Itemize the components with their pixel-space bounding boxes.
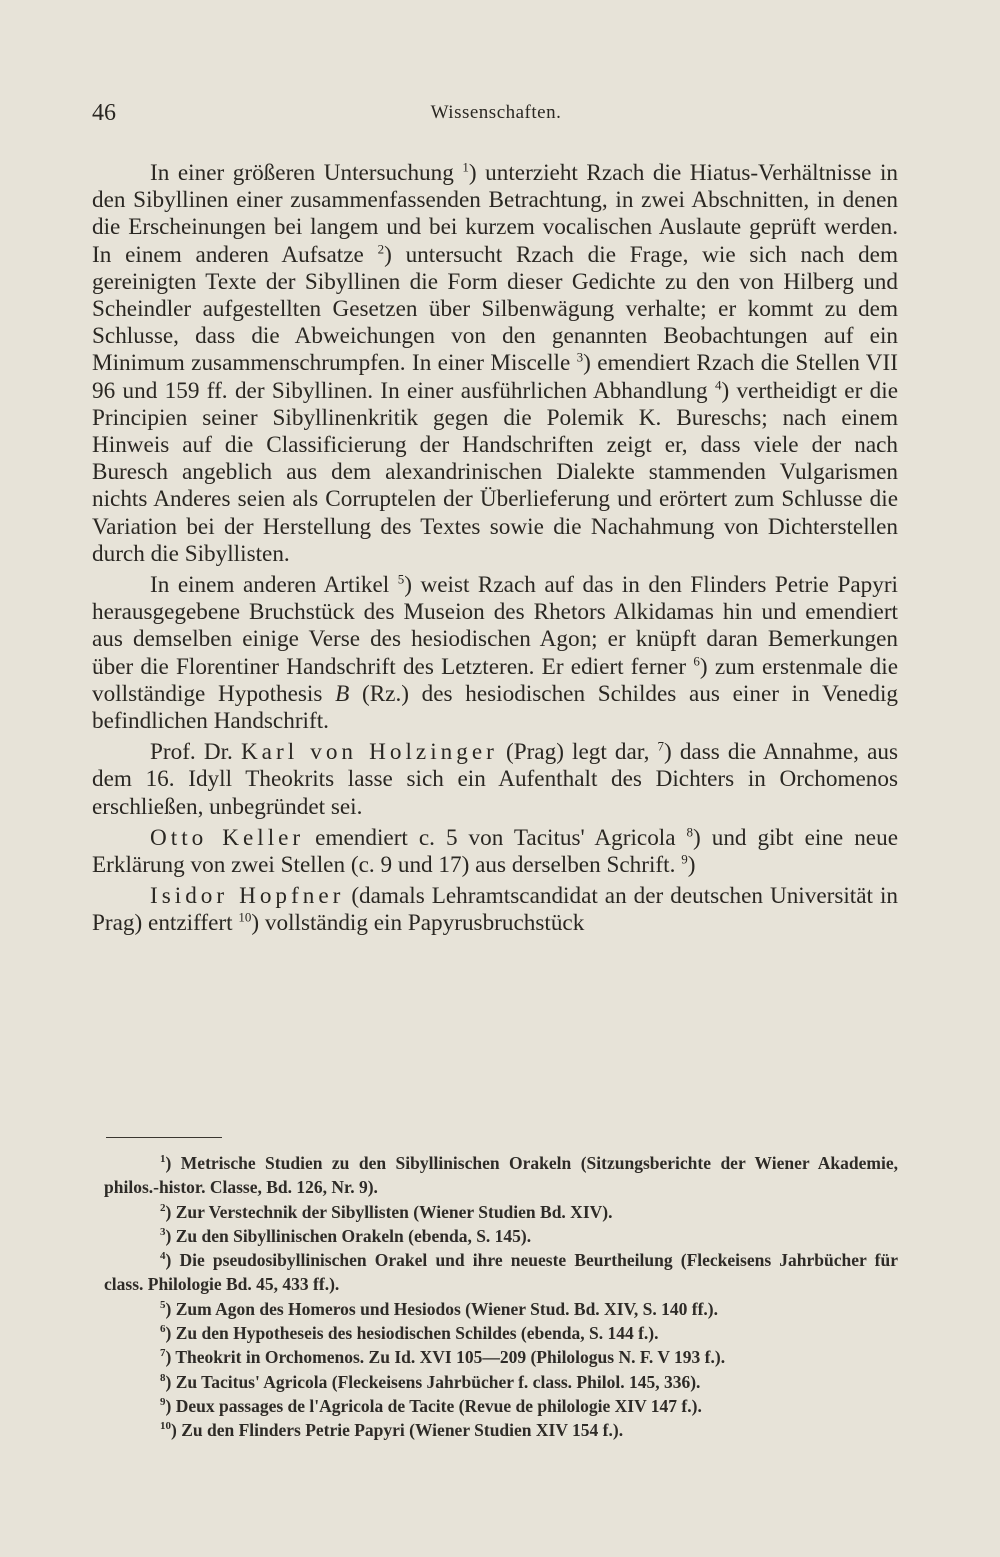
text-segment: ) weist Rzach auf das in den Flinders Petrie Papyri herausgegebene Bruchstück des Museion des Rhetors Alkidamas hin und emendiert aus demselben einige Verse des hesiodischen Agon; er knüpft daran Bemerkungen über die Florentiner Handschrift des Letzteren. Er ediert ferner (92, 572, 899, 680)
scholar-name: Isidor Hopfner (150, 883, 345, 910)
text-segment: emendiert c. 5 von Tacitus' Agricola (304, 824, 687, 851)
text-segment: ) unterzieht Rzach die Hiatus-Verhältnisse in den Sibyllinen einer zusammenfassenden Betrachtung, in zwei Abschnitten, in denen die Erscheinungen bei langem und bei kurzem vocalischen Auslaute geprüft werden. In einem anderen Aufsatze (92, 160, 898, 268)
footnote-ref: 1 (462, 159, 469, 175)
text-segment: Prof. Dr. (150, 739, 241, 766)
footnote-text: ) Die pseudosibyllinischen Orakel und ihre neueste Beurtheilung (Fleckeisens Jahrbücher für class. Philologie Bd. 45, 433 ff.). (104, 1250, 898, 1295)
scholar-name: Karl von Holzinger (240, 739, 498, 766)
footnote-text: ) Metrische Studien zu den Sibyllinischen Orakeln (Sitzungsberichte der Wiener Akademie, philos.-histor. Classe, Bd. 126, Nr. 9). (104, 1153, 898, 1198)
main-text (92, 160, 898, 942)
footnote-ref: 4 (714, 376, 722, 392)
footnote (104, 1248, 898, 1297)
text-segment: ) dass die Annahme, aus dem 16. Idyll Theokrits lasse sich ein Aufenthalt des Dichters in Orchomenos erschließen, unbegründet sei. (92, 739, 898, 820)
footnote-number: 2 (160, 1201, 166, 1214)
text-segment: ) vertheidigt er die Principien seiner Sibyllinenkritik gegen die Polemik K. Bureschs; nach einem Hinweis auf die Classificierung der Handschriften zeigt er, dass viele der nach Buresch angeblich aus dem alexandrinischen Dialekte stammenden Vulgarismen nichts Anderes seien als Corruptelen der Überlieferung und erörtert zum Schlusse die Variation bei der Herstellung des Textes sowie die Nachahmung von Dichterstellen durch die Sibyllisten. (92, 377, 898, 567)
footnotes (104, 1151, 898, 1443)
paragraph-holzinger (92, 739, 898, 821)
text-segment: ) emendiert Rzach die Stellen VII 96 und 159 ff. der Sibyllinen. In einer ausführlichen Abhandlung (92, 350, 898, 404)
footnote-text: ) Deux passages de l'Agricola de Tacite (Revue de philologie XIV 147 f.). (165, 1395, 702, 1416)
footnote-text: ) Zu den Flinders Petrie Papyri (Wiener Studien XIV 154 f.). (171, 1420, 624, 1441)
text-segment: ) zum erstenmale die vollständige Hypothesis (92, 653, 898, 707)
paragraph-hopfner (92, 883, 898, 937)
page-header (92, 100, 900, 140)
text-segment: In einer größeren Untersuchung (150, 160, 463, 186)
footnote (104, 1297, 898, 1321)
footnote-number: 7 (160, 1347, 166, 1360)
footnote-number: 10 (160, 1420, 171, 1433)
footnote-ref: 10 (238, 909, 252, 925)
footnote-number: 3 (160, 1226, 166, 1239)
footnote (104, 1224, 898, 1248)
footnote (104, 1345, 898, 1369)
running-title: Wissenschaften. (430, 102, 562, 123)
footnote (104, 1321, 898, 1345)
footnote-text: ) Zu den Sibyllinischen Orakeln (ebenda, S. 145). (165, 1225, 532, 1246)
text-segment: ) untersucht Rzach die Frage, wie sich nach dem gereinigten Texte der Sibyllinen die Form dieser Gedichte zu den von Hilberg und Scheindler aufgestellten Gesetzen über Silbenwägung verhalte; er kommt zu dem Schlusse, dass die Abweichungen von den genannten Beobachtungen auf ein Minimum zusammenschrumpfen. In einer Miscelle (92, 241, 898, 377)
scholar-name: Otto Keller (150, 824, 305, 851)
footnote-ref: 5 (397, 571, 405, 587)
footnote-number: 6 (160, 1323, 166, 1336)
footnote-number: 9 (160, 1396, 166, 1409)
footnote-ref: 6 (693, 652, 700, 668)
page-number: 46 (92, 100, 116, 126)
footnote-number: 5 (160, 1298, 166, 1311)
footnote-ref: 3 (576, 349, 584, 365)
footnote-text: ) Theokrit in Orchomenos. Zu Id. XVI 105—209 (Philologus N. F. V 193 f.). (165, 1347, 726, 1368)
footnote-ref: 7 (657, 738, 664, 754)
footnote-text: ) Zur Verstechnik der Sibyllisten (Wiener Studien Bd. XIV). (165, 1201, 613, 1222)
paragraph-keller (92, 825, 898, 879)
text-segment: ) und gibt eine neue Erklärung von zwei Stellen (c. 9 und 17) aus derselben Schrift. (92, 824, 898, 879)
footnote-ref: 8 (686, 824, 694, 840)
footnote (104, 1394, 898, 1418)
hypothesis-letter: B (335, 680, 350, 707)
text-segment: In einem anderen Artikel (150, 572, 398, 599)
footnote (104, 1151, 898, 1200)
footnote (104, 1418, 898, 1442)
paragraph-rzach-alkidamas (92, 572, 898, 735)
footnote-number: 1 (160, 1153, 166, 1166)
footnote (104, 1200, 898, 1224)
paragraph-rzach-sibyllines (92, 160, 898, 568)
text-segment: (Rz.) des hesiodischen Schildes aus einer in Venedig befindlichen Handschrift. (92, 680, 898, 735)
text-segment: (damals Lehramtscandidat an der deutschen Universität in Prag) entziffert (92, 883, 899, 937)
text-segment: (Prag) legt dar, (497, 739, 658, 766)
footnote (104, 1370, 898, 1394)
footnote-divider (106, 1137, 222, 1138)
text-segment: ) vollständig ein Papyrusbruchstück (251, 910, 585, 937)
footnote-text: ) Zu Tacitus' Agricola (Fleckeisens Jahrbücher f. class. Philol. 145, 336). (165, 1371, 701, 1392)
footnote-number: 8 (160, 1371, 166, 1384)
footnote-text: ) Zu den Hypotheseis des hesiodischen Schildes (ebenda, S. 144 f.). (165, 1323, 659, 1344)
footnote-text: ) Zum Agon des Homeros und Hesiodos (Wiener Stud. Bd. XIV, S. 140 ff.). (165, 1298, 718, 1319)
footnote-number: 4 (160, 1250, 166, 1263)
footnote-ref: 9 (681, 851, 688, 867)
footnote-ref: 2 (377, 240, 385, 256)
text-segment: ) (687, 852, 696, 879)
